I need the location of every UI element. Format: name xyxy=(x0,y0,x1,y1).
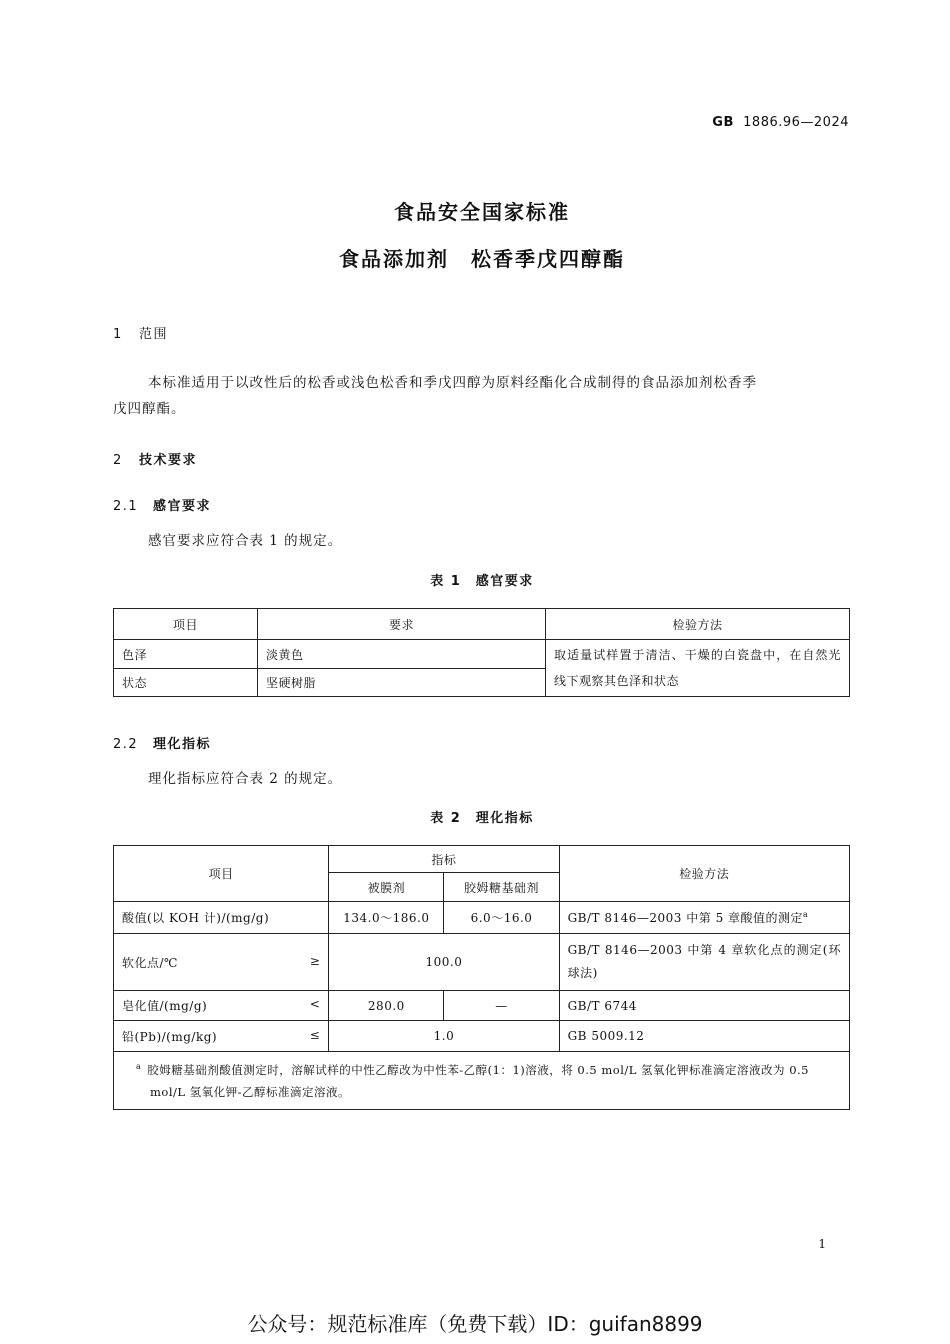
operator: < xyxy=(309,997,321,1011)
row-item: 铅(Pb)/(mg/kg) ≤ xyxy=(114,1021,329,1052)
row-item: 酸值(以 KOH 计)/(mg/g) xyxy=(114,902,329,934)
standard-number: 1886.96—2024 xyxy=(743,115,849,130)
operator: ≤ xyxy=(309,1027,321,1042)
note-text: 胶姆糖基础剂酸值测定时，溶解试样的中性乙醇改为中性苯-乙醇(1：1)溶液，将 0.5 mol/L 氢氧化钾标准滴定溶液改为 0.5 mol/L 氢氧化钾-乙醇标准滴定溶液。 xyxy=(147,1062,809,1099)
header-item: 项目 xyxy=(114,609,258,640)
section-1-body-line1: 本标准适用于以改性后的松香或浅色松香和季戊四醇为原料经酯化合成制得的食品添加剂松香季 xyxy=(148,375,757,391)
header-requirement: 要求 xyxy=(258,609,546,640)
table-2-caption: 表 2 理化指标 xyxy=(430,811,534,826)
section-number: 2.1 xyxy=(113,499,139,514)
table-row xyxy=(114,640,850,669)
section-2-2-heading xyxy=(113,733,211,752)
section-number: 2.2 xyxy=(113,737,139,752)
table-note xyxy=(114,1052,850,1110)
row-method: GB/T 8146—2003 中第 4 章软化点的测定(环球法) xyxy=(559,934,849,991)
section-title: 范围 xyxy=(139,327,169,342)
section-title: 理化指标 xyxy=(153,737,212,752)
row-value-a: 280.0 xyxy=(329,991,444,1021)
row-item: 色泽 xyxy=(114,640,258,669)
header-film-coating: 被膜剂 xyxy=(329,873,444,902)
row-value-a: 134.0～186.0 xyxy=(329,902,444,934)
header-method: 检验方法 xyxy=(546,609,850,640)
section-title: 感官要求 xyxy=(153,499,212,514)
row-method: GB/T 8146—2003 中第 5 章酸值的测定$^a$ xyxy=(559,902,849,934)
section-1-heading xyxy=(113,323,168,342)
section-number: 2 xyxy=(113,453,123,468)
section-2-heading xyxy=(113,449,197,468)
header-gum-base: 胶姆糖基础剂 xyxy=(444,873,559,902)
standard-code xyxy=(712,115,849,130)
header-method: 检验方法 xyxy=(559,846,849,902)
section-2-1-body: 感官要求应符合表 1 的规定。 xyxy=(148,533,343,549)
section-title: 技术要求 xyxy=(139,453,198,468)
row-item: 状态 xyxy=(114,669,258,697)
table-header-row xyxy=(114,609,850,640)
row-item: 皂化值/(mg/g) < xyxy=(114,991,329,1021)
row-value-merged: 1.0 xyxy=(329,1021,559,1052)
section-1-body-line2: 戊四醇酯。 xyxy=(113,401,186,417)
table-row xyxy=(114,1021,850,1052)
table-2-physicochemical xyxy=(113,845,850,1110)
row-requirement: 坚硬树脂 xyxy=(258,669,546,697)
table-note-row xyxy=(114,1052,850,1110)
standard-prefix: GB xyxy=(712,115,734,130)
row-requirement: 淡黄色 xyxy=(258,640,546,669)
table-row xyxy=(114,902,850,934)
operator: ≥ xyxy=(309,953,321,968)
row-value-merged: 100.0 xyxy=(329,934,559,991)
header-index: 指标 xyxy=(329,846,559,873)
document-subtitle: 食品添加剂 松香季戊四醇酯 xyxy=(339,247,625,271)
header-item: 项目 xyxy=(114,846,329,902)
document-title: 食品安全国家标准 xyxy=(394,200,570,224)
footer-watermark: 公众号：规范标准库（免费下载）ID：guifan8899 xyxy=(247,1312,703,1336)
row-value-b: — xyxy=(444,991,559,1021)
page-number: 1 xyxy=(818,1237,826,1251)
section-number: 1 xyxy=(113,327,123,342)
note-marker: a xyxy=(136,1062,142,1071)
row-item: 软化点/℃ ≥ xyxy=(114,934,329,991)
row-method: GB 5009.12 xyxy=(559,1021,849,1052)
table-row xyxy=(114,991,850,1021)
section-2-1-heading xyxy=(113,495,211,514)
row-method: 取适量试样置于清洁、干燥的白瓷盘中，在自然光线下观察其色泽和状态 xyxy=(546,640,850,697)
table-1-caption: 表 1 感官要求 xyxy=(430,574,534,589)
table-header-row xyxy=(114,846,850,873)
row-method: GB/T 6744 xyxy=(559,991,849,1021)
table-row xyxy=(114,934,850,991)
table-1-sensory xyxy=(113,608,850,697)
row-value-b: 6.0～16.0 xyxy=(444,902,559,934)
section-2-2-body: 理化指标应符合表 2 的规定。 xyxy=(148,771,343,787)
